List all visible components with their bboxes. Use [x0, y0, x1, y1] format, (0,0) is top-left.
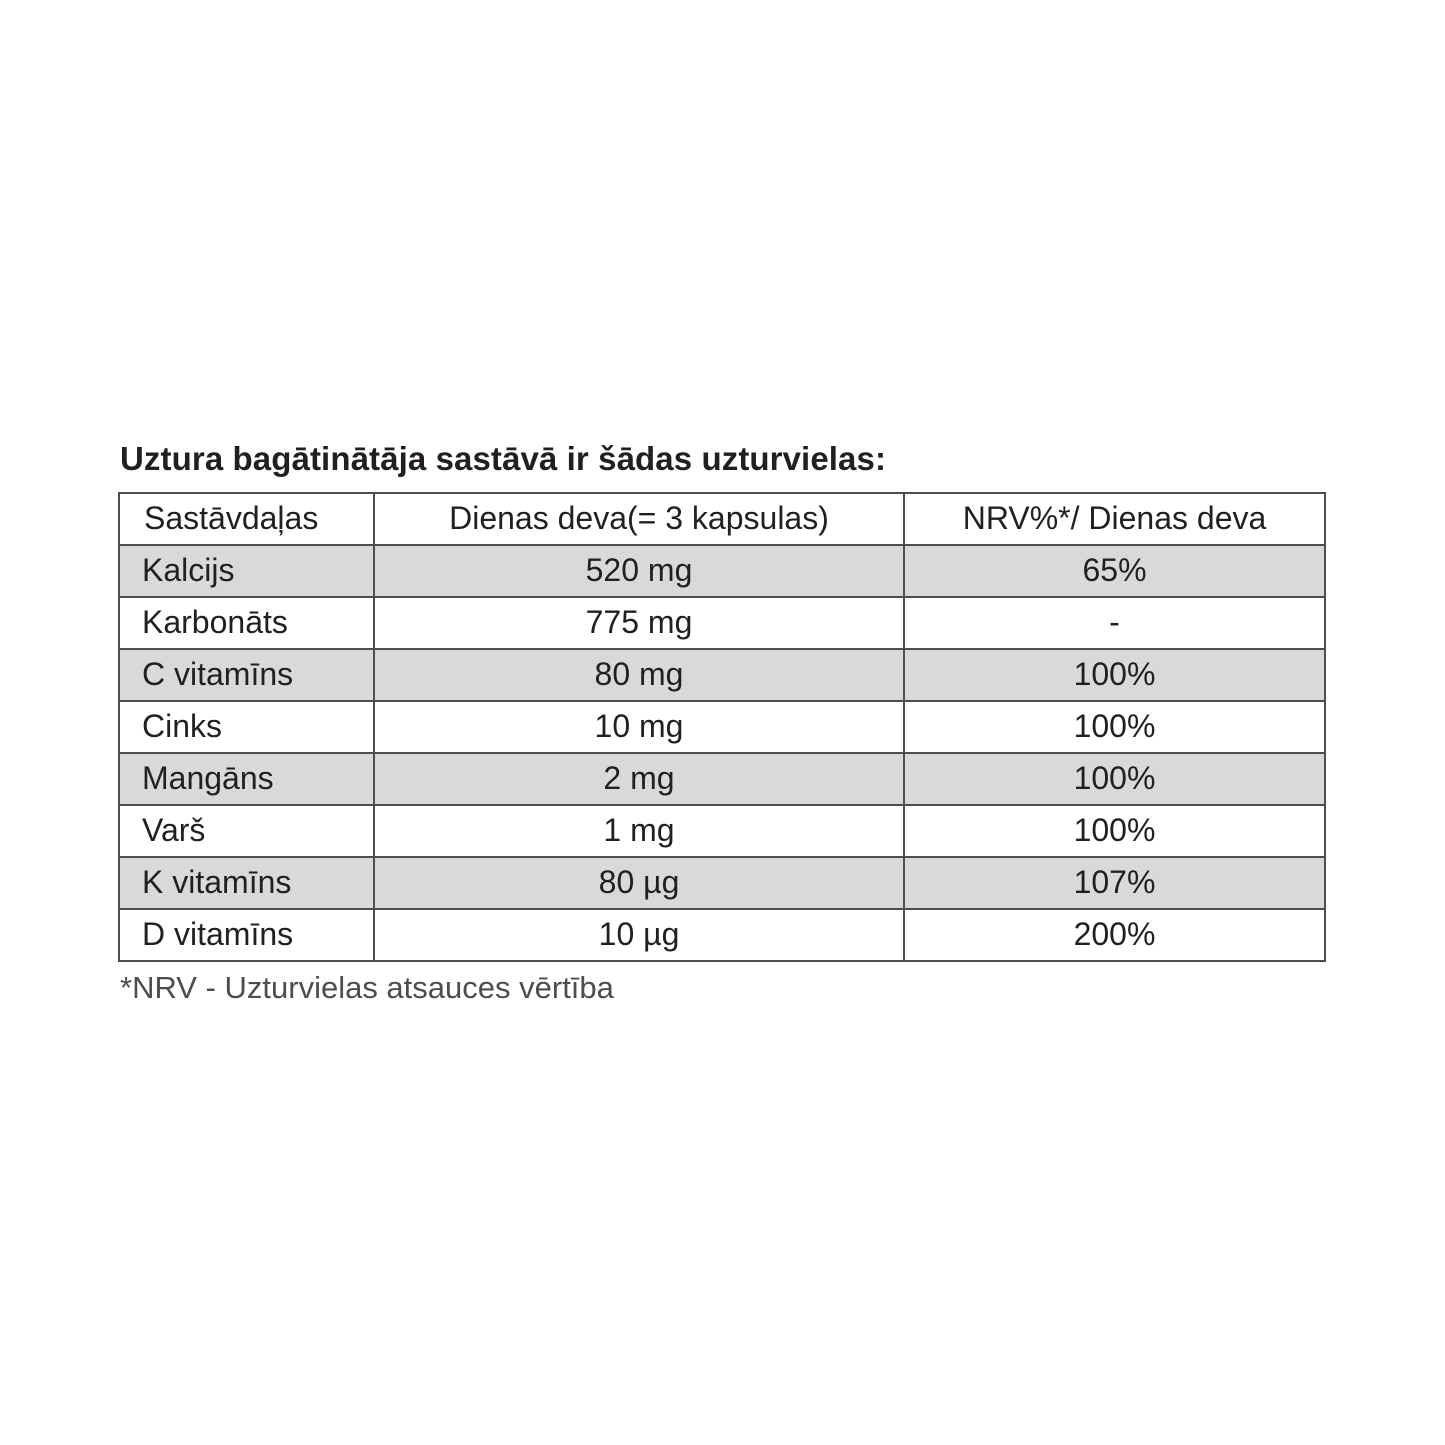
cell-nrv: 65% [904, 545, 1325, 597]
cell-ingredient: Cinks [119, 701, 374, 753]
table-row [119, 857, 1325, 909]
cell-nrv: 100% [904, 753, 1325, 805]
column-header-ingredient: Sastāvdaļas [119, 493, 374, 545]
cell-nrv: - [904, 597, 1325, 649]
table-header-row [119, 493, 1325, 545]
nutrition-panel [118, 440, 1328, 1006]
column-header-daily-dose: Dienas deva(= 3 kapsulas) [374, 493, 904, 545]
table-row [119, 909, 1325, 961]
cell-dose: 80 mg [374, 649, 904, 701]
cell-ingredient: Varš [119, 805, 374, 857]
cell-ingredient: K vitamīns [119, 857, 374, 909]
footnote-nrv: *NRV - Uzturvielas atsauces vērtība [120, 970, 614, 1005]
table-row [119, 701, 1325, 753]
cell-dose: 775 mg [374, 597, 904, 649]
cell-ingredient: Karbonāts [119, 597, 374, 649]
table-header [119, 493, 1325, 545]
table-body [119, 545, 1325, 961]
nutrition-table [118, 492, 1326, 962]
cell-dose: 10 µg [374, 909, 904, 961]
cell-ingredient: D vitamīns [119, 909, 374, 961]
column-header-nrv: NRV%*/ Dienas deva [904, 493, 1325, 545]
cell-ingredient: Mangāns [119, 753, 374, 805]
table-row [119, 597, 1325, 649]
table-row [119, 805, 1325, 857]
cell-nrv: 100% [904, 701, 1325, 753]
cell-ingredient: C vitamīns [119, 649, 374, 701]
cell-dose: 1 mg [374, 805, 904, 857]
cell-dose: 10 mg [374, 701, 904, 753]
cell-nrv: 107% [904, 857, 1325, 909]
cell-nrv: 100% [904, 649, 1325, 701]
cell-dose: 80 µg [374, 857, 904, 909]
table-row [119, 753, 1325, 805]
page-title: Uztura bagātinātāja sastāvā ir šādas uzturvielas: [120, 440, 887, 477]
table-row [119, 649, 1325, 701]
cell-dose: 2 mg [374, 753, 904, 805]
cell-ingredient: Kalcijs [119, 545, 374, 597]
cell-nrv: 200% [904, 909, 1325, 961]
cell-nrv: 100% [904, 805, 1325, 857]
cell-dose: 520 mg [374, 545, 904, 597]
table-row [119, 545, 1325, 597]
